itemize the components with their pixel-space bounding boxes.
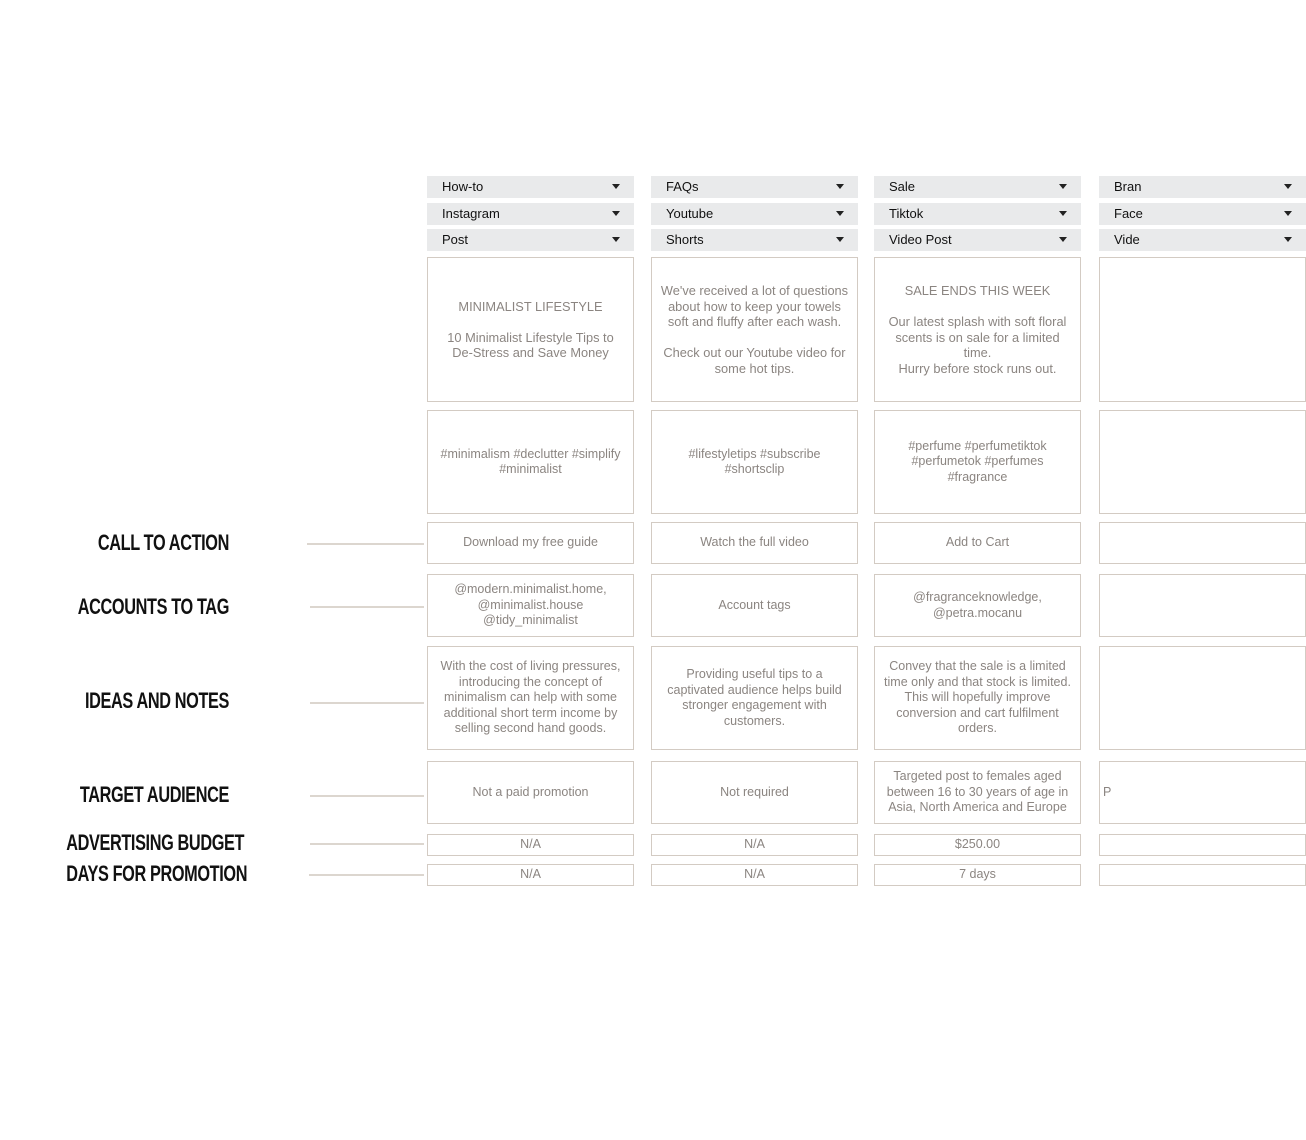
- platform-dropdown[interactable]: [427, 203, 634, 225]
- chevron-down-icon: [612, 184, 620, 189]
- call-to-action-cell[interactable]: [651, 522, 858, 564]
- target-audience-text: Not required: [720, 784, 789, 799]
- advertising-budget-cell[interactable]: [651, 834, 858, 856]
- caption-text: SALE ENDS THIS WEEK Our latest splash with soft floral scents is on sale for a limited time. Hurry before stock runs out.: [888, 283, 1067, 376]
- format-dropdown[interactable]: [1099, 229, 1306, 251]
- target-audience-cell[interactable]: [427, 761, 634, 824]
- content-type-dropdown[interactable]: [651, 176, 858, 198]
- caption-cell[interactable]: [427, 257, 634, 402]
- format-value: Vide: [1114, 232, 1140, 247]
- accounts-to-tag-cell[interactable]: [874, 574, 1081, 637]
- chevron-down-icon: [612, 237, 620, 242]
- call-to-action-cell[interactable]: [874, 522, 1081, 564]
- accounts-to-tag-text: Account tags: [718, 597, 791, 612]
- connector-line: [310, 795, 424, 797]
- days-for-promotion-cell[interactable]: [1099, 864, 1306, 886]
- content-type-value: Sale: [889, 179, 916, 194]
- chevron-down-icon: [1059, 184, 1067, 189]
- row-label-advertising-budget: ADVERTISING BUDGET: [66, 830, 245, 855]
- connector-line: [310, 702, 424, 704]
- row-label-call-to-action: CALL TO ACTION: [97, 530, 229, 555]
- ideas-and-notes-text: Convey that the sale is a limited time only and that stock is limited. This will hopefully improve conversion and cart fulfilment orders.: [884, 659, 1071, 736]
- row-label-ideas-and-notes: IDEAS AND NOTES: [85, 688, 229, 713]
- days-for-promotion-text: N/A: [744, 867, 765, 882]
- caption-cell[interactable]: [651, 257, 858, 402]
- advertising-budget-text: N/A: [744, 837, 765, 852]
- ideas-and-notes-cell[interactable]: [651, 646, 858, 750]
- platform-dropdown[interactable]: [874, 203, 1081, 225]
- hashtags-cell[interactable]: [874, 410, 1081, 514]
- connector-line: [309, 874, 424, 876]
- target-audience-text: P: [1103, 784, 1112, 799]
- connector-line: [307, 543, 424, 545]
- call-to-action-text: Watch the full video: [700, 535, 809, 550]
- days-for-promotion-cell[interactable]: [651, 864, 858, 886]
- advertising-budget-cell[interactable]: [427, 834, 634, 856]
- accounts-to-tag-text: @fragranceknowledge, @petra.mocanu: [913, 590, 1042, 620]
- content-type-dropdown[interactable]: [1099, 176, 1306, 198]
- caption-cell[interactable]: [1099, 257, 1306, 402]
- content-type-value: How-to: [442, 179, 484, 194]
- content-type-value: FAQs: [666, 179, 699, 194]
- caption-text: MINIMALIST LIFESTYLE 10 Minimalist Lifestyle Tips to De-Stress and Save Money: [447, 298, 614, 360]
- hashtags-cell[interactable]: [1099, 410, 1306, 514]
- chevron-down-icon: [836, 184, 844, 189]
- call-to-action-text: Add to Cart: [945, 535, 1010, 550]
- content-type-dropdown[interactable]: [874, 176, 1081, 198]
- ideas-and-notes-cell[interactable]: [427, 646, 634, 750]
- row-label-target-audience: TARGET AUDIENCE: [79, 782, 229, 807]
- chevron-down-icon: [1284, 237, 1292, 242]
- days-for-promotion-text: 7 days: [959, 867, 996, 882]
- format-value: Shorts: [666, 232, 704, 247]
- format-dropdown[interactable]: [874, 229, 1081, 251]
- platform-dropdown[interactable]: [1099, 203, 1306, 225]
- format-value: Post: [442, 232, 469, 247]
- row-label-days-for-promotion: DAYS FOR PROMOTION: [66, 861, 248, 886]
- platform-value: Instagram: [442, 206, 500, 221]
- chevron-down-icon: [1059, 237, 1067, 242]
- target-audience-text: Targeted post to females aged between 16 to 30 years of age in Asia, North America and Europe: [886, 769, 1069, 815]
- caption-cell[interactable]: [874, 257, 1081, 402]
- ideas-and-notes-cell[interactable]: [1099, 646, 1306, 750]
- hashtags-text: #lifestyletips #subscribe #shortsclip: [688, 446, 821, 476]
- row-label-accounts-to-tag: ACCOUNTS TO TAG: [77, 594, 229, 619]
- ideas-and-notes-text: With the cost of living pressures, introducing the concept of minimalism can help with some additional short term income by selling second hand goods.: [440, 659, 621, 736]
- hashtags-cell[interactable]: [427, 410, 634, 514]
- chevron-down-icon: [612, 211, 620, 216]
- accounts-to-tag-cell[interactable]: [651, 574, 858, 637]
- accounts-to-tag-text: @modern.minimalist.home, @minimalist.house @tidy_minimalist: [454, 582, 607, 628]
- accounts-to-tag-cell[interactable]: [427, 574, 634, 637]
- call-to-action-cell[interactable]: [427, 522, 634, 564]
- advertising-budget-cell[interactable]: [874, 834, 1081, 856]
- platform-value: Face: [1114, 206, 1143, 221]
- target-audience-cell[interactable]: [1099, 761, 1306, 824]
- platform-value: Tiktok: [889, 206, 924, 221]
- call-to-action-text: Download my free guide: [463, 535, 598, 550]
- ideas-and-notes-text: Providing useful tips to a captivated audience helps build stronger engagement with customers.: [667, 667, 842, 728]
- content-type-value: Bran: [1114, 179, 1142, 194]
- format-value: Video Post: [889, 232, 952, 247]
- days-for-promotion-text: N/A: [520, 867, 541, 882]
- connector-line: [310, 843, 424, 845]
- chevron-down-icon: [836, 211, 844, 216]
- chevron-down-icon: [836, 237, 844, 242]
- ideas-and-notes-cell[interactable]: [874, 646, 1081, 750]
- advertising-budget-text: $250.00: [954, 837, 1001, 852]
- platform-dropdown[interactable]: [651, 203, 858, 225]
- call-to-action-cell[interactable]: [1099, 522, 1306, 564]
- hashtags-cell[interactable]: [651, 410, 858, 514]
- chevron-down-icon: [1284, 211, 1292, 216]
- chevron-down-icon: [1284, 184, 1292, 189]
- target-audience-cell[interactable]: [874, 761, 1081, 824]
- format-dropdown[interactable]: [651, 229, 858, 251]
- target-audience-cell[interactable]: [651, 761, 858, 824]
- content-type-dropdown[interactable]: [427, 176, 634, 198]
- days-for-promotion-cell[interactable]: [874, 864, 1081, 886]
- hashtags-text: #minimalism #declutter #simplify #minimalist: [440, 446, 621, 476]
- platform-value: Youtube: [666, 206, 714, 221]
- format-dropdown[interactable]: [427, 229, 634, 251]
- accounts-to-tag-cell[interactable]: [1099, 574, 1306, 637]
- advertising-budget-text: N/A: [520, 837, 541, 852]
- hashtags-text: #perfume #perfumetiktok #perfumetok #perfumes #fragrance: [908, 438, 1047, 484]
- connector-line: [310, 606, 424, 608]
- days-for-promotion-cell[interactable]: [427, 864, 634, 886]
- advertising-budget-cell[interactable]: [1099, 834, 1306, 856]
- chevron-down-icon: [1059, 211, 1067, 216]
- target-audience-text: Not a paid promotion: [472, 784, 589, 799]
- caption-text: We've received a lot of questions about how to keep your towels soft and fluffy after each wash. Check out our Youtube video for some hot tips.: [660, 283, 849, 376]
